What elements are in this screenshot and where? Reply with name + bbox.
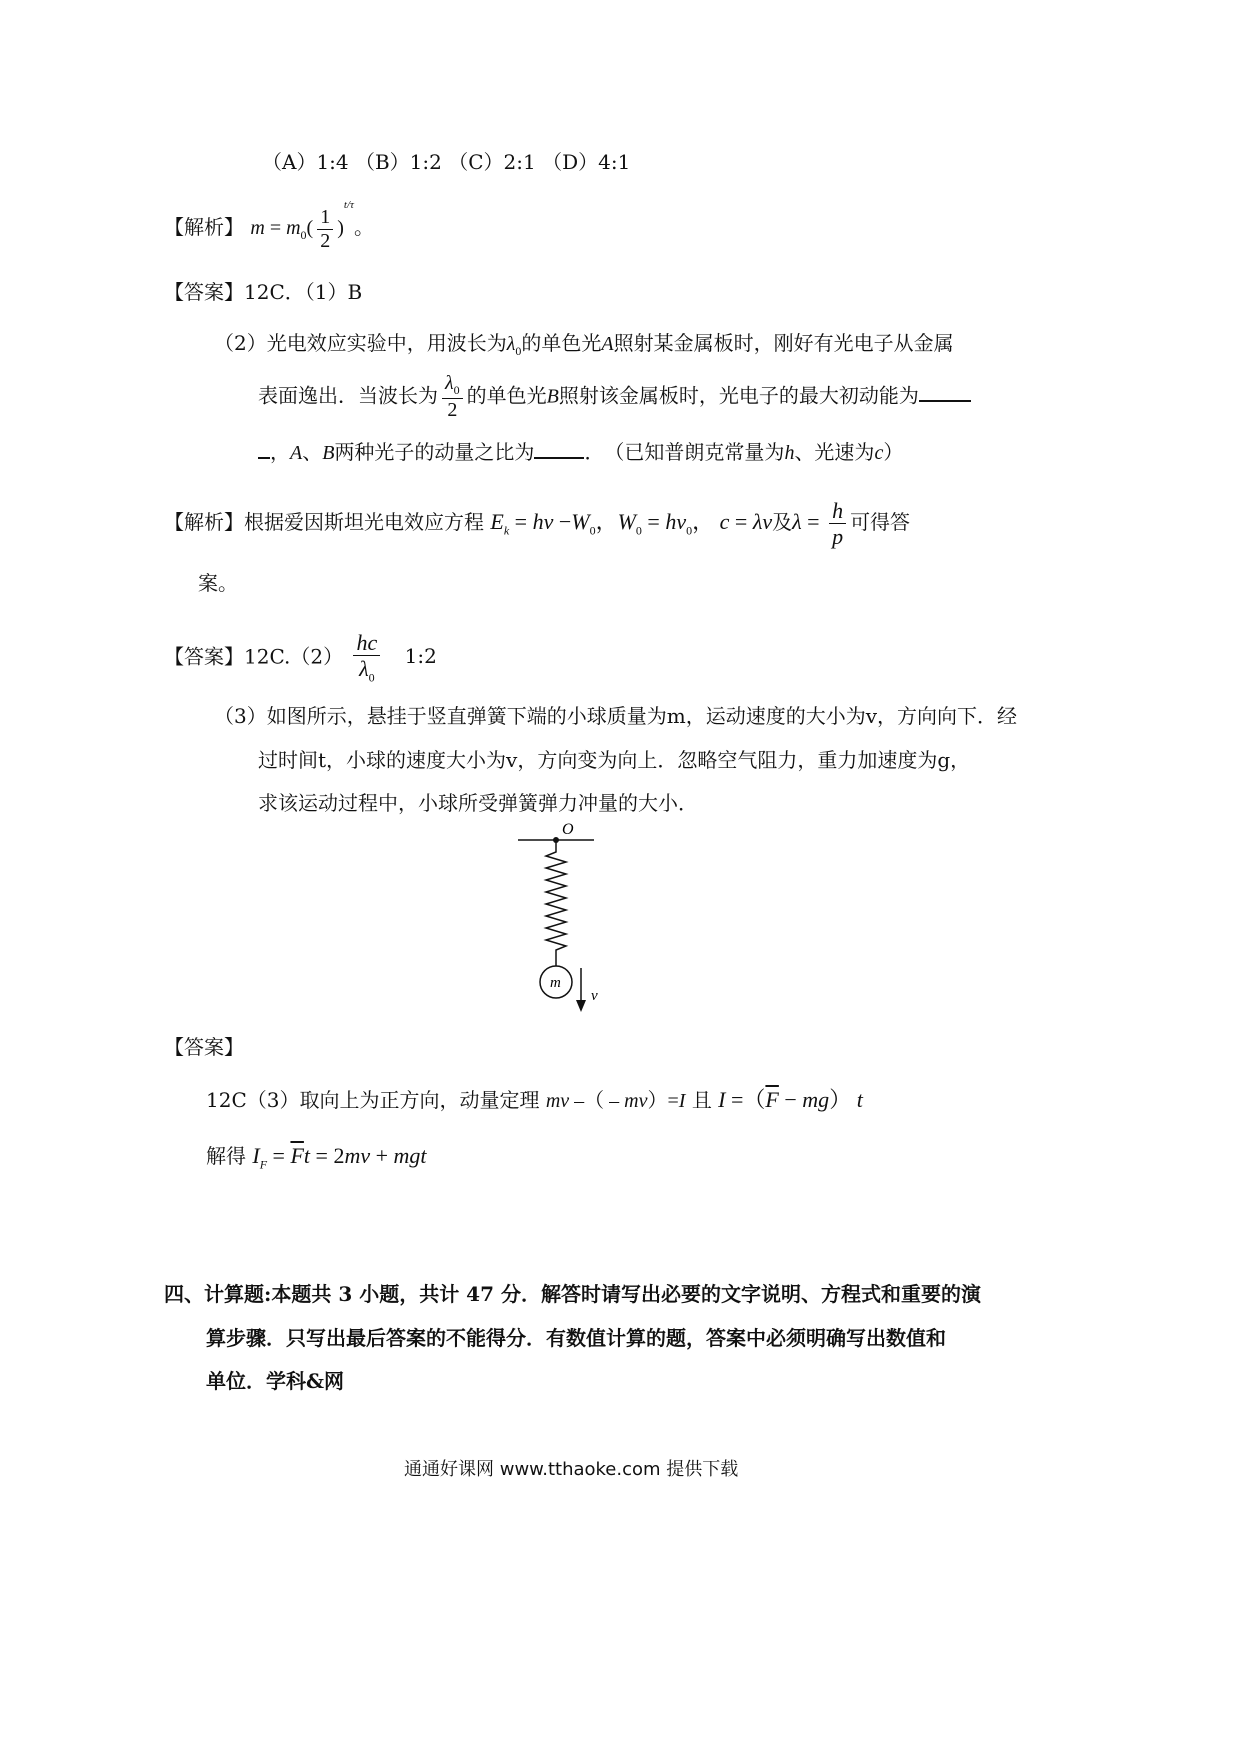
answer-blank-1-cont[interactable] (258, 439, 270, 459)
footer-text: 通通好课网 www.tthaoke.com 提供下载 (404, 1459, 739, 1480)
answer-prefix: 12C.（2） (244, 644, 344, 669)
answer-and: 且 (691, 1088, 712, 1112)
answer-2 (164, 630, 437, 685)
q2-text: ） (883, 440, 904, 464)
q2-stem-line-3 (258, 436, 903, 465)
analysis-end: 。 (353, 215, 374, 240)
answer-tag: 【答案】 (164, 644, 244, 669)
momentum-theorem: mv –（ – mv）=I (545, 1090, 686, 1112)
analysis-end: 可得答 (850, 509, 911, 534)
light-a: A (290, 442, 303, 464)
q2-text: 两种光子的动量之比为 (334, 440, 535, 464)
answer-blank-1[interactable] (919, 382, 971, 402)
answer-text: 12C．（1）B (244, 280, 363, 304)
q2-text: （2）光电效应实验中，用波长为 (214, 331, 507, 355)
photoelectric-equation: $E_k = h\nu -W_0$，$W_0 = h\nu_0$， c = λν (490, 508, 773, 538)
analysis-2 (164, 498, 910, 550)
answer-tag: 【答案】 (164, 280, 244, 304)
analysis-2-line-2: 案。 (198, 571, 238, 595)
debroglie-relation: λ = $\frac{h}{p}$ (792, 509, 850, 534)
impulse-equation: $I =(\overline{F} - mg)$ t (718, 1087, 863, 1112)
light-b: B (546, 385, 559, 408)
q2-stem-line-2 (258, 372, 971, 422)
decay-formula: $m = m_0$( $\frac{1}{2}$ )$^{t/\tau}$ (250, 199, 354, 252)
answer-hc-over-lambda0: $\frac{hc}{\lambda_0}$ (353, 630, 380, 685)
q2-text: 照射某金属板时，刚好有光电子从金属 (613, 331, 954, 355)
light-b: B (322, 442, 335, 464)
answer-blank-2[interactable] (534, 439, 584, 459)
light-speed-c: c (874, 442, 884, 464)
q2-text: 表面逸出．当波长为 (258, 383, 438, 408)
q2-text: ． （已知普朗克常量为 (584, 440, 785, 464)
q3-stem-line-2: 过时间t，小球的速度大小为v，方向变为向上．忽略空气阻力，重力加速度为g， (258, 748, 971, 772)
spring-figure (514, 818, 654, 1018)
q2-text: 的单色光 (521, 331, 602, 355)
answer-3-line-1 (206, 1083, 863, 1114)
section4-line-3: 单位．学科&网 (206, 1369, 345, 1393)
analysis-tag: 【解析】 (164, 215, 244, 240)
label-o: O (562, 821, 574, 838)
answer-1 (164, 276, 362, 305)
velocity-arrowhead (576, 1000, 586, 1012)
question-options: （A）1:4 （B）1:2 （C）2:1 （D）4:1 (262, 150, 631, 174)
analysis-1 (164, 199, 374, 253)
analysis-tag: 【解析】 (164, 509, 244, 534)
lambda0: $\lambda_0$ (506, 333, 522, 358)
answer-ratio: 1:2 (404, 644, 437, 669)
impulse-result: $I_F = \overline{F}t = 2mv$ + mgt (252, 1143, 427, 1172)
section4-line-2: 算步骤．只写出最后答案的不能得分．有数值计算的题，答案中必须明确写出数值和 (206, 1326, 946, 1350)
section4-line-1: 四、计算题:本题共 3 小题，共计 47 分．解答时请写出必要的文字说明、方程式和重要的演 (164, 1282, 981, 1306)
answer-text: 解得 (206, 1144, 246, 1168)
analysis-text: 根据爱因斯坦光电效应方程 (244, 509, 484, 534)
lambda0-over-2: $\frac{\lambda_0}{2}$ (442, 372, 463, 422)
q2-text: 照射该金属板时，光电子的最大初动能为 (558, 383, 919, 408)
answer-text: 12C（3）取向上为正方向，动量定理 (206, 1088, 540, 1112)
q2-text: 、 (302, 440, 323, 464)
label-v: v (591, 988, 598, 1004)
q3-stem-line-3: 求该运动过程中，小球所受弹簧弹力冲量的大小． (258, 791, 698, 815)
analysis-and: 及 (772, 509, 793, 534)
q2-stem-line-1 (214, 327, 954, 359)
label-m: m (550, 975, 561, 991)
q2-text: 的单色光 (466, 383, 547, 408)
answer-3-line-2 (206, 1140, 427, 1172)
answer-3-tag: 【答案】 (164, 1035, 244, 1059)
spring (546, 840, 566, 966)
q2-text: ， (270, 440, 290, 464)
planck-h: h (784, 442, 795, 464)
q3-stem-line-1: （3）如图所示，悬挂于竖直弹簧下端的小球质量为m，运动速度的大小为v，方向向下．经 (214, 704, 1017, 728)
light-a: A (601, 333, 614, 355)
q2-text: 、光速为 (794, 440, 875, 464)
